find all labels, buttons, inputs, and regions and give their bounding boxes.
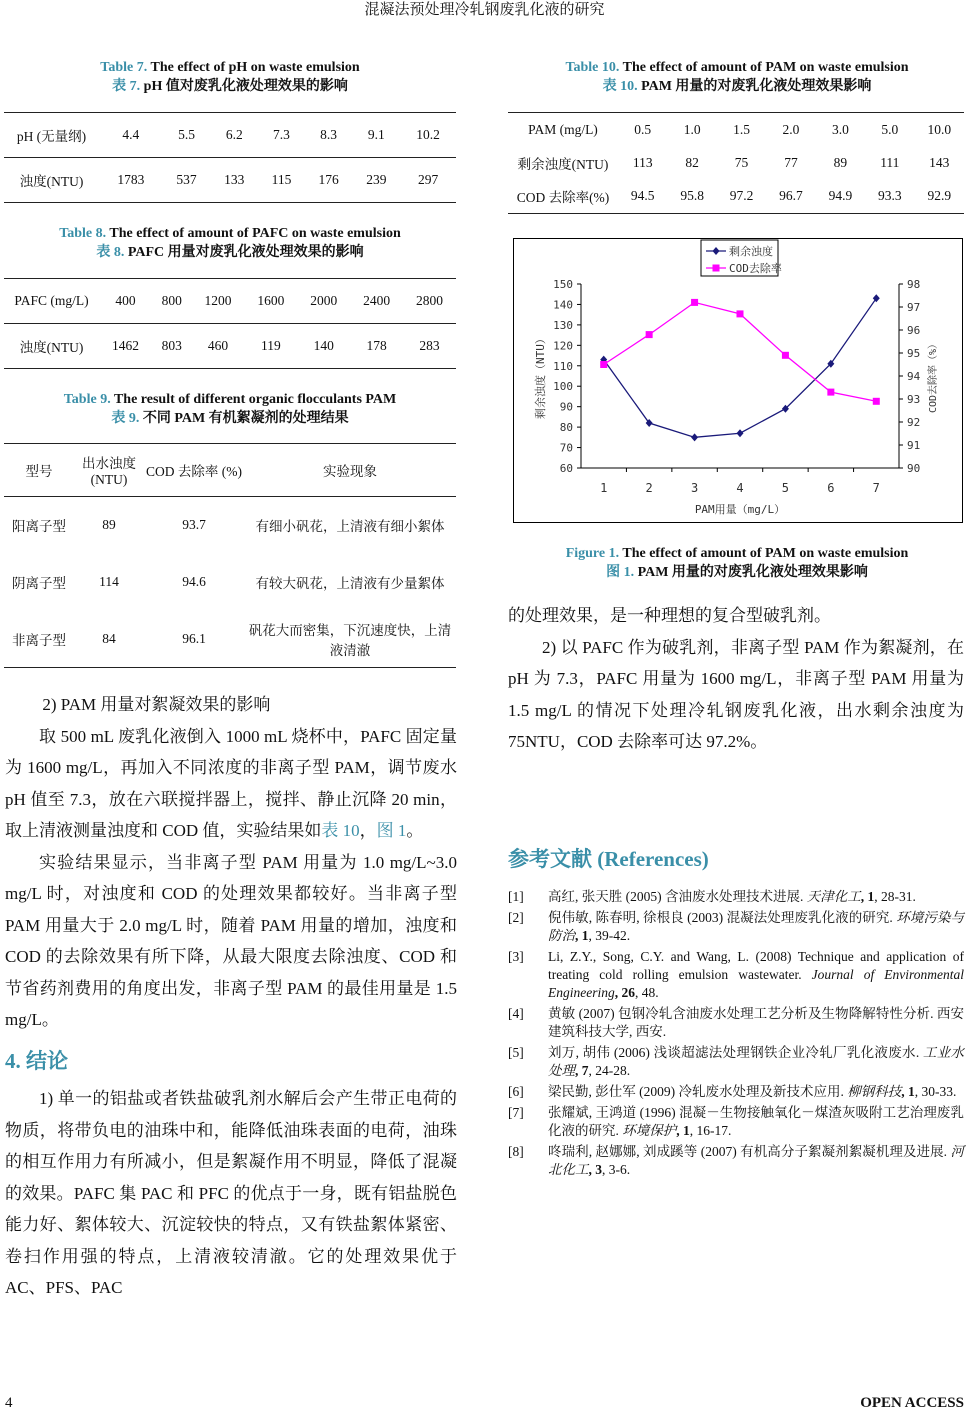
- table-cell: 5.0: [881, 121, 899, 137]
- caption-text: The effect of pH on waste emulsion: [147, 60, 360, 75]
- table-cell: 矾花大而密集，下沉速度快，上清液清澈: [248, 622, 452, 658]
- reference-text: [548, 1005, 964, 1041]
- row-label: COD 去除率(%): [516, 190, 610, 205]
- column-header: COD 去除率 (%): [146, 464, 242, 479]
- table-cell: 4.4: [122, 127, 140, 142]
- table-cell: 143: [929, 154, 950, 170]
- y2-tick-label: 93: [907, 393, 921, 406]
- data-point-diamond: [737, 429, 744, 437]
- reference-text: [548, 909, 964, 945]
- x-tick-label: 6: [827, 481, 835, 495]
- running-header: 混凝法预处理冷轧钢废乳化液的研究: [364, 2, 605, 18]
- table-cell: 96.7: [779, 188, 803, 203]
- reference-number: [8]: [508, 1144, 524, 1159]
- paragraph-text: ，: [359, 821, 377, 840]
- row-label: 浊度(NTU): [19, 174, 84, 189]
- reference-volume: , 7: [575, 1063, 589, 1078]
- table-cell: 有较大矾花，上清液有少量絮体: [255, 576, 445, 591]
- reference-journal: 工业水处理: [548, 1045, 964, 1078]
- reference-text: [548, 1143, 964, 1179]
- column-header: 出水浊度 (NTU): [82, 456, 136, 487]
- reference-item: [508, 1143, 964, 1179]
- reference-volume: , 1: [901, 1084, 915, 1099]
- reference-pages: , 28-31.: [874, 889, 916, 904]
- reference-volume: , 3: [588, 1162, 602, 1177]
- y2-tick-label: 92: [907, 416, 921, 429]
- row-label: PAFC (mg/L): [14, 293, 89, 308]
- caption-label: Figure 1.: [565, 546, 620, 561]
- reference-pages: , 24-28.: [588, 1063, 631, 1078]
- paragraph-text: 。: [406, 821, 424, 840]
- table8: [4, 278, 456, 369]
- table-cell: 非离子型: [12, 632, 66, 648]
- table-cell: 297: [417, 172, 439, 187]
- reference-text: [548, 948, 964, 1002]
- caption-text: PAM 用量的对废乳化液处理效果影响: [634, 565, 868, 580]
- y-tick-label: 70: [559, 441, 573, 455]
- table7-caption: [0, 58, 460, 96]
- reference-item: [508, 1044, 964, 1080]
- reference-number: [5]: [508, 1045, 524, 1060]
- legend-square-icon: [713, 265, 720, 272]
- caption-label: Table 8.: [59, 226, 107, 241]
- x-tick-label: 3: [690, 481, 699, 495]
- references-heading: 参考文献 (References): [508, 847, 709, 871]
- table-row: [4, 324, 456, 369]
- table-cell: 93.3: [878, 188, 902, 203]
- caption-text: The effect of amount of PAM on waste emulsion: [619, 60, 909, 75]
- table9: [4, 443, 456, 668]
- data-point-square: [737, 310, 744, 317]
- caption-text: The effect of amount of PAFC on waste emulsion: [106, 226, 401, 241]
- table10-caption: [505, 58, 969, 96]
- figure1-caption: [505, 544, 969, 582]
- table-cell: 77: [784, 154, 798, 170]
- reference-authors: 刘万, 胡伟 (2006) 浅谈超滤法处理钢铁企业冷轧厂乳化液废水.: [548, 1045, 923, 1060]
- table-cell: 10.2: [416, 127, 440, 142]
- y2-tick-label: 94: [907, 370, 921, 383]
- reference-authors: 张耀斌, 王鸿道 (1996) 混凝－生物接触氧化－煤渣灰吸附工艺治理废乳化液的研究.: [548, 1105, 964, 1138]
- x-tick-label: 2: [645, 481, 653, 495]
- caption-text: PAM 用量的对废乳化液处理效果影响: [637, 79, 872, 94]
- table-cell: 176: [318, 172, 339, 187]
- data-point-square: [827, 389, 834, 396]
- y2-tick-label: 91: [907, 439, 921, 452]
- table-cell: 5.5: [178, 127, 195, 142]
- table-cell: 400: [115, 293, 136, 308]
- table-cell: 10.0: [927, 121, 952, 137]
- row-label: 剩余浊度(NTU): [517, 156, 609, 172]
- table-row: [508, 113, 964, 147]
- caption-label: Table 9.: [63, 392, 111, 407]
- table-cell: 8.3: [320, 127, 338, 142]
- y-tick-label: 80: [559, 421, 573, 435]
- paragraph-text: 取 500 mL 废乳化液倒入 1000 mL 烧杯中，PAFC 固定量为 1600 mg/L，再加入不同浓度的非离子型 PAM，调节废水 pH 值至 7.3，放在六联搅拌器上，搅拌、静止沉降 20 min，取上清液测量浊度和 COD 值，实验结果如: [5, 726, 457, 840]
- column-header: 实验现象: [323, 464, 377, 479]
- table-cell: 140: [313, 338, 334, 353]
- reference-volume: , 26: [614, 985, 635, 1000]
- y-tick-label: 150: [553, 278, 573, 291]
- caption-label: Table 7.: [100, 60, 148, 75]
- table-cell: 84: [102, 630, 116, 646]
- y2-tick-label: 97: [907, 301, 921, 314]
- caption-label: Table 10.: [565, 60, 620, 75]
- table-cell: 111: [880, 154, 900, 170]
- data-point-square: [691, 299, 698, 306]
- x-axis-label: PAM用量（mg/L）: [694, 503, 786, 516]
- reference-text: [548, 888, 964, 906]
- table-header-row: [4, 444, 456, 497]
- paragraph: 的处理效果，是一种理想的复合型破乳剂。: [508, 606, 831, 625]
- table-cell: 93.7: [182, 517, 206, 533]
- table-cell: 1200: [204, 293, 232, 308]
- table-cell: 283: [419, 338, 440, 353]
- reference-volume: , 1: [860, 889, 875, 904]
- table7: [4, 112, 456, 203]
- table-cell: 89: [833, 154, 848, 170]
- caption-text: 不同 PAM 有机絮凝剂的处理结果: [139, 411, 349, 426]
- row-label: PAM (mg/L): [528, 121, 598, 137]
- reference-authors: Li, Z.Y., Song, C.Y. and Wang, L. (2008) Technique and application of treating cold rolling emulsion wastewater.: [548, 949, 964, 982]
- caption-label: 图 1.: [606, 565, 635, 580]
- table10-link[interactable]: 表 10: [321, 821, 360, 840]
- paragraph: 1) 单一的铝盐或者铁盐破乳剂水解后会产生带正电荷的物质，将带负电的油珠中和，能降低油珠表面的电荷，油珠的相互作用力有所减小，但是絮凝作用不明显，降低了混凝的效果。PAFC 集 PAC 和 PFC 的优点于一身，既有铝盐脱色能力好、絮体较大、沉淀较快的特点，又有铁盐絮体紧密、卷扫作用强的特点，上清液较清澈。它的处理效果优于 AC、PFS、PAC: [5, 1089, 457, 1297]
- reference-authors: 高红, 张天胜 (2005) 含油废水处理技术进展.: [548, 889, 807, 904]
- table-row: [508, 180, 964, 214]
- reference-volume: , 1: [676, 1123, 690, 1138]
- reference-list: [508, 888, 964, 1182]
- caption-text: The result of different organic flocculants PAM: [110, 392, 397, 407]
- table-cell: 94.5: [630, 188, 655, 203]
- reference-volume: , 1: [575, 928, 589, 943]
- caption-label: 表 8.: [96, 245, 125, 260]
- table-cell: 95.8: [680, 188, 704, 203]
- table-cell: 3.0: [831, 121, 849, 137]
- table-cell: 94.9: [828, 188, 853, 203]
- subsection-heading: 2) PAM 用量对絮凝效果的影响: [42, 695, 271, 714]
- y2-tick-label: 96: [907, 324, 921, 337]
- reference-authors: 黄敏 (2007) 包钢冷轧含油废水处理工艺分析及生物降解特性分析. 西安建筑科技大学, 西安.: [548, 1006, 964, 1039]
- table-cell: 0.5: [634, 121, 652, 137]
- open-access-label: OPEN ACCESS: [860, 1395, 964, 1411]
- table-cell: 7.3: [273, 127, 290, 142]
- reference-authors: 咚瑞利, 赵娜娜, 刘成蹊等 (2007) 有机高分子絮凝剂絮凝机理及进展.: [548, 1144, 951, 1159]
- caption-label: 表 9.: [111, 411, 140, 426]
- reference-authors: 倪伟敏, 陈春明, 徐根良 (2003) 混凝法处理废乳化液的研究.: [548, 910, 897, 925]
- table-cell: 94.6: [182, 574, 206, 589]
- table-cell: 1783: [117, 172, 145, 187]
- caption-label: 表 7.: [112, 79, 141, 94]
- data-point-square: [646, 331, 653, 338]
- reference-journal: 柳钢科技: [847, 1084, 902, 1099]
- y2-axis-label: COD去除率（%）: [928, 338, 939, 414]
- caption-label: 表 10.: [602, 79, 638, 94]
- y-tick-label: 60: [559, 462, 573, 475]
- reference-pages: , 16-17.: [689, 1123, 732, 1138]
- table-cell: 97.2: [729, 188, 754, 203]
- reference-item: [508, 888, 964, 906]
- table-row: [4, 554, 456, 611]
- table-cell: 92.9: [927, 188, 952, 203]
- data-point-square: [600, 361, 607, 368]
- y-tick-label: 110: [553, 359, 573, 373]
- table-cell: 800: [161, 293, 182, 308]
- x-tick-label: 4: [736, 481, 744, 495]
- reference-journal: Journal of Environmental Engineering: [548, 967, 964, 1000]
- x-tick-label: 7: [872, 481, 880, 495]
- reference-pages: , 3-6.: [602, 1162, 631, 1177]
- reference-item: [508, 948, 964, 1002]
- table-row: [508, 146, 964, 180]
- table-row: [4, 497, 456, 554]
- table-cell: 有细小矾花，上清液有细小絮体: [255, 519, 445, 535]
- y2-tick-label: 98: [907, 278, 921, 291]
- table-cell: 460: [207, 338, 229, 353]
- section-heading: 4. 结论: [5, 1048, 68, 1073]
- reference-journal: 环境保护: [622, 1123, 677, 1138]
- table-cell: 1.0: [683, 121, 701, 137]
- table9-caption: [0, 390, 460, 428]
- reference-journal: 环境污染与防治: [548, 910, 965, 943]
- paragraph: 实验结果显示，当非离子型 PAM 用量为 1.0 mg/L~3.0 mg/L 时，对浊度和 COD 的处理效果都较好。当非离子型 PAM 用量大于 2.0 mg/L 时，随着 PAM 用量的增加，浊度和 COD 的去除效果有所下降，从最大限度去除浊度、COD 和节省药剂费用的角度出发，非离子型 PAM 的最佳用量是 1.5 mg/L。: [5, 852, 457, 1029]
- table-cell: 6.2: [225, 127, 243, 142]
- table-cell: 114: [99, 574, 119, 589]
- table-cell: 239: [366, 172, 387, 187]
- table-row: [4, 279, 456, 324]
- reference-number: [7]: [508, 1105, 524, 1120]
- table-cell: 133: [224, 172, 245, 187]
- reference-number: [4]: [508, 1006, 524, 1021]
- table-cell: 113: [632, 154, 653, 170]
- reference-item: [508, 1083, 964, 1101]
- table-cell: 115: [271, 172, 292, 187]
- reference-pages: , 39-42.: [588, 928, 631, 943]
- caption-text: PAFC 用量对废乳化液处理效果的影响: [124, 245, 364, 260]
- reference-text: [548, 1044, 964, 1080]
- reference-number: [3]: [508, 949, 524, 964]
- table-row: [4, 158, 456, 203]
- table-cell: 119: [260, 338, 281, 353]
- data-point-square: [782, 352, 789, 359]
- table-cell: 1600: [257, 293, 285, 308]
- y-tick-label: 140: [553, 298, 573, 312]
- table-cell: 89: [102, 517, 116, 533]
- data-point-diamond: [691, 433, 698, 441]
- y-tick-label: 120: [553, 339, 573, 353]
- table8-caption: [0, 224, 460, 262]
- legend-label: COD去除率: [729, 262, 782, 275]
- table-cell: 2800: [416, 293, 444, 308]
- chart-svg: [514, 239, 962, 522]
- table-cell: 537: [176, 172, 197, 187]
- table-cell: 803: [161, 338, 182, 353]
- legend-label: 剩余浊度: [729, 245, 773, 258]
- table-cell: 阳离子型: [12, 519, 66, 535]
- x-tick-label: 1: [600, 481, 608, 495]
- table-cell: 1.5: [733, 121, 750, 137]
- reference-item: [508, 909, 964, 945]
- page-number: 4: [5, 1395, 13, 1411]
- reference-item: [508, 1104, 964, 1140]
- paragraph: 2) 以 PAFC 作为破乳剂，非离子型 PAM 作为絮凝剂，在 pH 为 7.3，PAFC 用量为 1600 mg/L，非离子型 PAM 用量为 1.5 mg/L 的情况下处理冷轧钢废乳化液，出水剩余浊度为 75NTU，COD 去除率可达 97.2%。: [508, 637, 964, 751]
- reference-pages: , 30-33.: [914, 1084, 957, 1099]
- reference-journal: 河北化工: [548, 1144, 964, 1177]
- y2-tick-label: 90: [907, 462, 921, 475]
- table-cell: 2000: [310, 293, 338, 308]
- table10: [508, 112, 964, 214]
- reference-number: [1]: [508, 889, 524, 904]
- x-tick-label: 5: [781, 481, 790, 495]
- reference-text: [548, 1104, 964, 1140]
- table-row: [4, 113, 456, 158]
- series-line-0: [604, 298, 877, 437]
- caption-text: The effect of amount of PAM on waste emulsion: [619, 546, 909, 561]
- reference-item: [508, 1005, 964, 1041]
- figure1-link[interactable]: 图 1: [376, 821, 407, 840]
- reference-pages: , 48.: [635, 985, 659, 1000]
- y-tick-label: 100: [553, 380, 573, 394]
- caption-text: pH 值对废乳化液处理效果的影响: [140, 79, 348, 94]
- reference-journal: 天津化工: [806, 889, 861, 904]
- reference-number: [6]: [508, 1084, 524, 1099]
- table-cell: 2.0: [782, 121, 800, 137]
- data-point-square: [873, 398, 880, 405]
- table-cell: 1462: [111, 338, 139, 353]
- column-header: 型号: [25, 464, 53, 479]
- reference-text: [548, 1083, 964, 1101]
- left-body: [5, 689, 457, 1304]
- table-cell: 9.1: [367, 127, 385, 142]
- right-body: [508, 600, 964, 758]
- y-tick-label: 130: [553, 318, 573, 332]
- figure1-chart: [513, 238, 963, 523]
- table-cell: 2400: [363, 293, 391, 308]
- row-label: pH (无量纲): [16, 129, 87, 144]
- y-tick-label: 90: [559, 400, 573, 414]
- table-cell: 阴离子型: [12, 576, 66, 591]
- table-cell: 178: [366, 338, 387, 353]
- table-cell: 75: [734, 154, 749, 170]
- table-row: [4, 611, 456, 668]
- paragraph: [5, 721, 457, 847]
- y2-tick-label: 95: [907, 347, 921, 360]
- reference-number: [2]: [508, 910, 524, 925]
- row-label: 浊度(NTU): [19, 340, 84, 355]
- y-axis-label: 剩余浊度（NTU）: [534, 333, 547, 419]
- reference-authors: 梁民勤, 彭仕军 (2009) 冷轧废水处理及新技术应用.: [548, 1084, 848, 1099]
- table-cell: 96.1: [182, 630, 206, 646]
- table-cell: 82: [685, 154, 699, 170]
